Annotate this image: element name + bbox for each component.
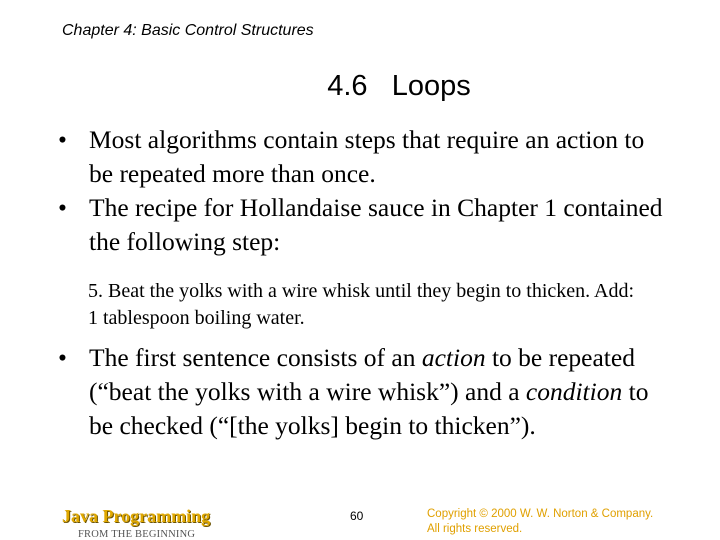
- bullet-item: [58, 191, 668, 259]
- chapter-header: Chapter 4: Basic Control Structures: [62, 22, 314, 39]
- bullet-marker: •: [58, 193, 67, 222]
- bullet-text-part: to be checked (“[the yolks] begin to thicken”).: [89, 377, 649, 440]
- bullet-text-part: to be repeated (“beat the yolks with a wire whisk”) and a: [89, 343, 635, 406]
- page-number: 60: [350, 509, 364, 523]
- footer-brand: Java Programming: [62, 506, 211, 526]
- bullet-marker: •: [58, 343, 67, 372]
- emphasis-condition: condition: [525, 377, 623, 406]
- bullet-item: [58, 123, 668, 191]
- footer-brand-block: [62, 506, 210, 540]
- copyright-line: All rights reserved.: [427, 523, 523, 535]
- copyright-line: Copyright © 2000 W. W. Norton & Company.: [427, 508, 654, 520]
- bullet-text: Most algorithms contain steps that require an action to be repeated more than once.: [89, 125, 645, 188]
- footer-brand-subtitle: FROM THE BEGINNING: [78, 529, 196, 540]
- emphasis-action: action: [421, 343, 486, 372]
- bullet-text: The recipe for Hollandaise sauce in Chapter 1 contained the following step:: [89, 193, 663, 256]
- recipe-quote: 5. Beat the yolks with a wire whisk until they begin to thicken. Add: 1 tablespoon boiling water.: [88, 280, 635, 329]
- bullet-marker: •: [58, 125, 67, 154]
- slide-title: 4.6 Loops: [327, 70, 471, 102]
- bullet-text: [89, 341, 678, 443]
- bullet-list: [58, 123, 668, 259]
- bullet-text-part: The first sentence consists of an: [89, 343, 422, 372]
- copyright-notice: [427, 507, 653, 537]
- bullet-item: [58, 341, 678, 443]
